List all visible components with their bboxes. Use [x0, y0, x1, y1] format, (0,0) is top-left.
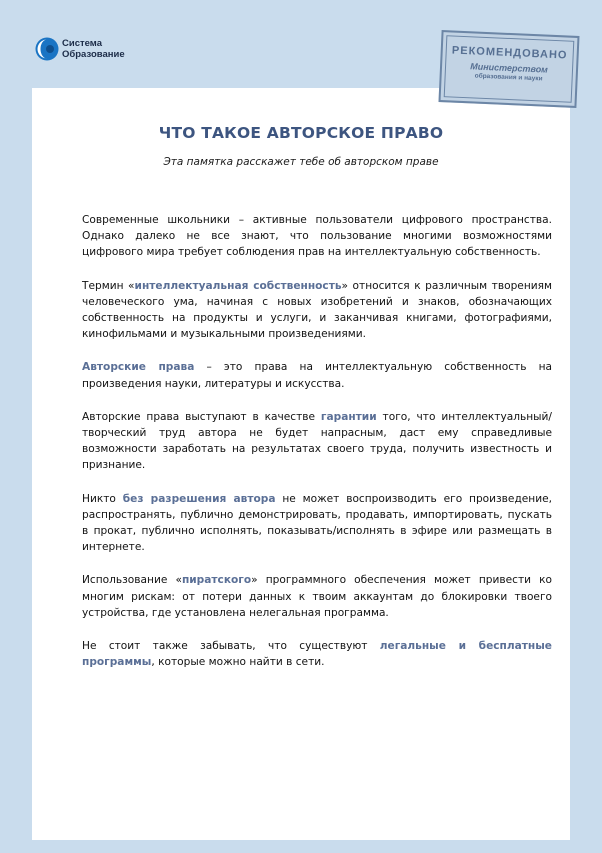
logo-text	[62, 38, 125, 60]
paragraph-7-after: , которые можно найти в сети.	[151, 656, 325, 669]
page-title: ЧТО ТАКОЕ АВТОРСКОЕ ПРАВО	[158, 124, 444, 142]
paragraph-4-after: того, что интеллектуальный/творческий труд автора не будет напрасным, даст ему справедливые возможности заработать на результатах своего труда, получить известность и признание.	[82, 410, 552, 472]
term-legal-free-programs: легальные и бесплатные программы	[82, 640, 552, 669]
stamp-frame	[444, 35, 575, 103]
paragraph-5	[82, 491, 552, 556]
page-subtitle: Эта памятка расскажет тебе об авторском праве	[163, 156, 439, 168]
paragraph-6-before: Использование «	[82, 574, 182, 587]
paragraph-7-before: Не стоит также забывать, что существуют	[82, 640, 380, 653]
stamp-line-1: РЕКОМЕНДОВАНО	[451, 44, 568, 62]
recommended-stamp	[438, 30, 579, 108]
logo-line-2: Образование	[62, 49, 125, 60]
paragraph-3	[82, 359, 552, 391]
paragraph-5-before: Никто	[82, 492, 123, 505]
paragraph-1-text: Современные школьники – активные пользователи цифрового пространства. Однако далеко не все знают, что пользование многими возможностями цифрового мира требует соблюдения прав на интеллектуальную собственность.	[82, 214, 552, 259]
paragraph-2-after: » относится к различным творениям человеческого ума, начиная с новых изобретений и знаков, обозначающих собственность на продукты и услуги, и заканчивая книгами, фотографиями, кинофильмами и музыкальными произведениями.	[82, 279, 552, 341]
term-pirated: пиратского	[181, 574, 252, 587]
paragraph-4-before: Авторские права выступают в качестве	[82, 410, 321, 423]
paragraph-6	[82, 572, 552, 621]
paragraph-1	[82, 212, 552, 261]
logo	[34, 36, 125, 62]
logo-line-1: Система	[62, 38, 102, 49]
paragraph-7	[82, 638, 552, 670]
paragraph-6-after: » программного обеспечения может привести ко многим рискам: от потери данных к твоим аккаунтам до блокировки твоего устройства, где установлена нелегальная программа.	[82, 574, 552, 619]
paragraph-5-after: не может воспроизводить его произведение, распространять, публично демонстрировать, продавать, импортировать, пускать в прокат, публично исполнять, показывать/исполнять в эфире или размещать в интернете.	[82, 492, 552, 554]
paragraph-4	[82, 409, 552, 474]
paragraph-2	[82, 278, 552, 343]
term-without-permission: без разрешения автора	[122, 492, 276, 505]
stamp-line-3: образования и науки	[474, 72, 543, 83]
stamp-line-2: Министерством	[470, 61, 549, 75]
term-guarantee: гарантии	[320, 410, 377, 423]
paragraph-3-after: – это права на интеллектуальную собственность на произведения науки, литературы и искусства.	[82, 361, 552, 390]
term-intellectual-property: интеллектуальная собственность	[134, 279, 342, 292]
logo-circle-icon	[34, 36, 60, 62]
article-body	[82, 212, 552, 687]
term-copyright: Авторские права	[82, 361, 195, 374]
paragraph-2-before: Термин «	[82, 279, 135, 292]
